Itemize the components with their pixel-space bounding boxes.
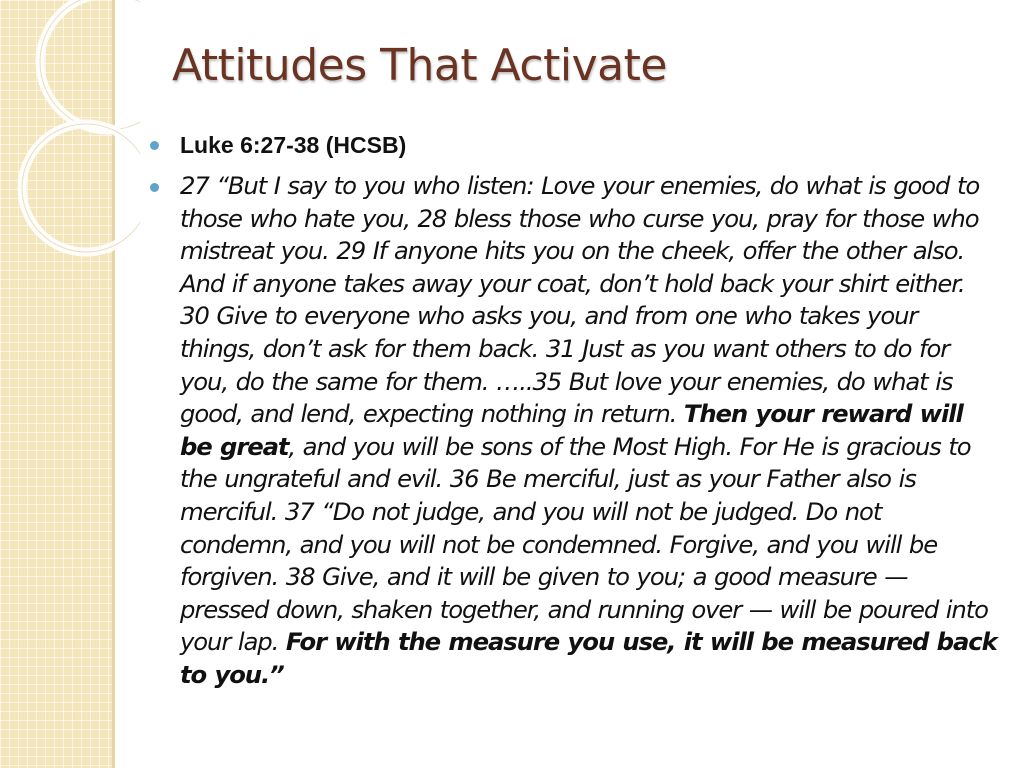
scripture-reference: Luke 6:27-38 (HCSB)	[180, 132, 407, 158]
passage-bold-1: Then your reward will be great	[180, 399, 963, 461]
decorative-rings	[0, 0, 140, 260]
passage-bold-2: For with the measure you use, it will be measured back to you.”	[180, 627, 997, 689]
slide-title: Attitudes That Activate	[172, 40, 667, 91]
ring-lower-outline	[22, 124, 140, 252]
bullet-dot	[150, 141, 159, 150]
bullet-reference	[150, 128, 1000, 162]
bullet-dot	[150, 183, 159, 192]
passage-text-1: 27 “But I say to you who listen: Love your enemies, do what is good to those who hate you, 28 bless those who curse you, pray for those who mistreat you. 29 If anyone hits you on the cheek, offer the other also. And if anyone takes away your coat, don’t hold back your shirt either. 30 Give to everyone who asks you, and from one who takes your things, don’t ask for them back. 31 Just as you want others to do for you, do the same for them. …..35 But love your enemies, do what is good, and lend, expecting nothing in return.	[180, 171, 980, 429]
passage-text-2: , and you will be sons of the Most High. For He is gracious to the ungrateful and evil. 36 Be merciful, just as your Father also is merciful. 37 “Do not judge, and you will not be judged. Do not condemn, and you will not be condemned. Forgive, and you will be forgiven. 38 Give, and it will be given to you; a good measure — pressed down, shaken together, and running over — will be poured into your lap.	[180, 431, 988, 657]
bullet-list	[150, 128, 1000, 692]
bullet-passage	[150, 170, 1000, 692]
